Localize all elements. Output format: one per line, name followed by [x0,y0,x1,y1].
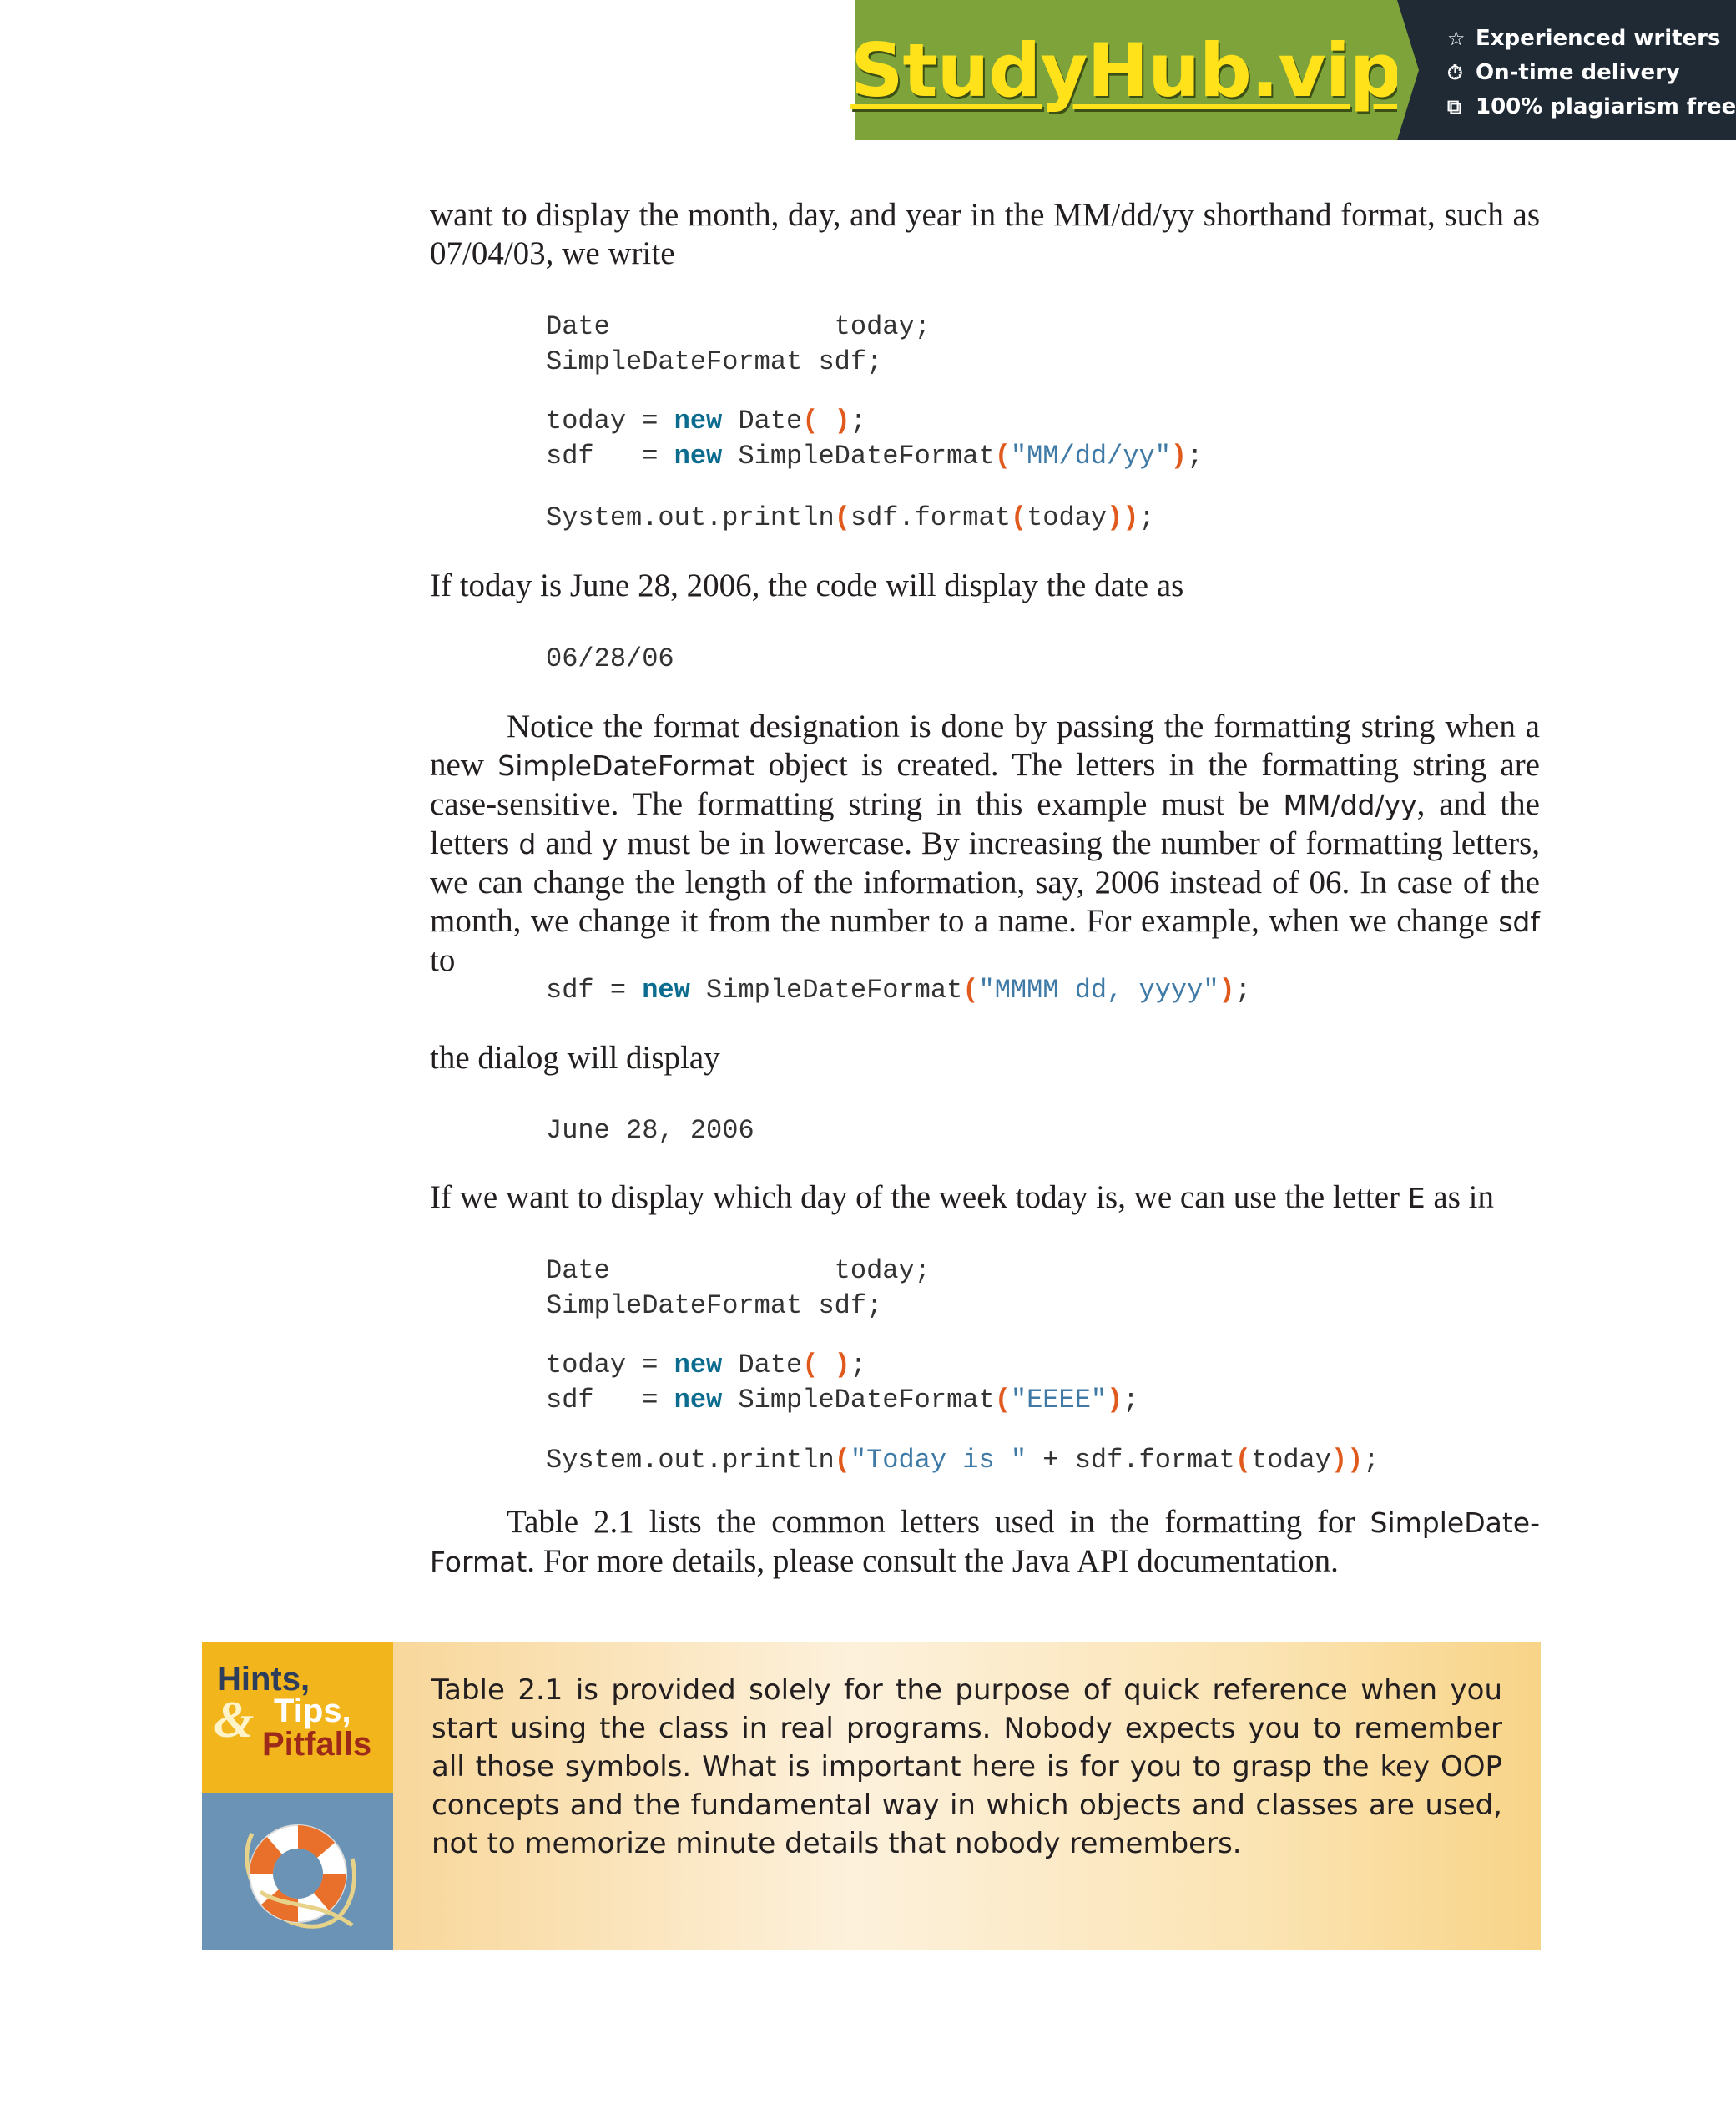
code-line: Date today; [546,311,931,342]
paragraph-intro [430,196,1540,273]
code-line: June 28, 2006 [546,1115,754,1146]
hints-tips-pitfalls-box [202,1642,1541,1950]
code-line: today = new Date( ); [546,406,867,436]
code-line: today = new Date( ); [546,1350,867,1380]
hints-body-text: Table 2.1 is provided solely for the purpose of quick reference when you start using the class in real programs. Nobody expects you to remember all those symbols. What is important here is for you to grasp the key OOP concepts and the fundamental way in which objects and classes are used, not to memorize minute details that nobody remembers. [393,1642,1541,1950]
feature-text: 100% plagiarism free [1476,94,1736,119]
life-ring-panel [202,1793,393,1950]
code-block-date-format-assign [546,404,1203,474]
code-line: SimpleDateFormat sdf; [546,346,883,377]
feature-item [1447,22,1736,56]
code-line: System.out.println("Today is " + sdf.format(today)); [546,1445,1380,1476]
tips-title: Tips, [274,1693,351,1729]
feature-item [1447,56,1736,90]
paragraph-text: want to display the month, day, and year in the MM/dd/yy shorthand format, such as 07/04/03, we write [430,197,1540,271]
brand-panel [850,0,1401,140]
code-line: System.out.println(sdf.format(today)); [546,502,1155,533]
paragraph-text: If today is June 28, 2006, the code will display the date as [430,568,1184,603]
code-block-month-name [546,973,1251,1008]
pitfalls-title: Pitfalls [262,1726,372,1763]
paragraph-day-of-week [430,1178,1540,1218]
paragraph-text: Table 2.1 lists the common letters used in the formatting for SimpleDate-Format. For more details, please consult the Java API documentation. [430,1504,1540,1579]
inline-code: SimpleDate-Format [430,1506,1540,1578]
code-line: Date today; [546,1255,931,1286]
hints-ampersand: & [214,1692,255,1748]
inline-code: SimpleDateFormat [497,749,755,782]
paragraph-text: Notice the format designation is done by passing the formatting string when a new SimpleDateFormat object is created. The letters in the formatting string are case-sensitive. The formatting string in this example must be MM/dd/yy, and the letters d and y must be in lowercase. By increasing the number of formatting letters, we can change the length of the information, say, 2006 instead of 06. In case of the month, we change it from the number to a name. For example, when we change sdf to [430,709,1540,978]
inline-code: d [518,828,537,860]
code-block-weekday-assign [546,1348,1139,1418]
hints-logo [202,1642,393,1793]
feature-item [1447,90,1736,124]
code-line: sdf = new SimpleDateFormat("MMMM dd, yyyy"); [546,975,1251,1006]
code-line: sdf = new SimpleDateFormat("MM/dd/yy"); [546,441,1204,472]
code-block-weekday [546,1254,931,1324]
ad-banner[interactable] [850,0,1736,140]
life-ring-icon [227,1800,369,1942]
inline-code: sdf [1498,906,1540,938]
clock-icon: ⏱ [1447,61,1463,84]
paragraph-table-reference [430,1503,1540,1582]
brand-logo[interactable]: StudyHub.vip [850,27,1401,114]
paragraph-today [430,567,1540,605]
code-block-weekday-println [546,1443,1380,1478]
paragraph-text: If we want to display which day of the week today is, we can use the letter E as in [430,1179,1494,1215]
copy-icon: ⧉ [1447,95,1462,119]
hints-sidebar [202,1642,393,1950]
hints-title: Hints, [217,1661,310,1698]
feature-list [1397,0,1736,140]
feature-text: On-time delivery [1476,60,1680,85]
star-outline-icon: ☆ [1447,27,1466,50]
paragraph-dialog [430,1039,1540,1077]
paragraph-format-designation [430,708,1540,980]
code-block-println [546,501,1155,536]
code-line: 06/28/06 [546,643,674,674]
code-line: sdf = new SimpleDateFormat("EEEE"); [546,1385,1139,1415]
code-output-date [546,642,674,677]
inline-code: y [601,828,618,860]
inline-code: MM/dd/yy [1283,789,1417,821]
inline-code: E [1407,1182,1426,1214]
paragraph-text: the dialog will display [430,1040,720,1076]
feature-text: Experienced writers [1476,26,1721,51]
code-block-date-format [546,310,931,380]
code-line: SimpleDateFormat sdf; [546,1290,883,1321]
code-output-long-date [546,1113,754,1148]
